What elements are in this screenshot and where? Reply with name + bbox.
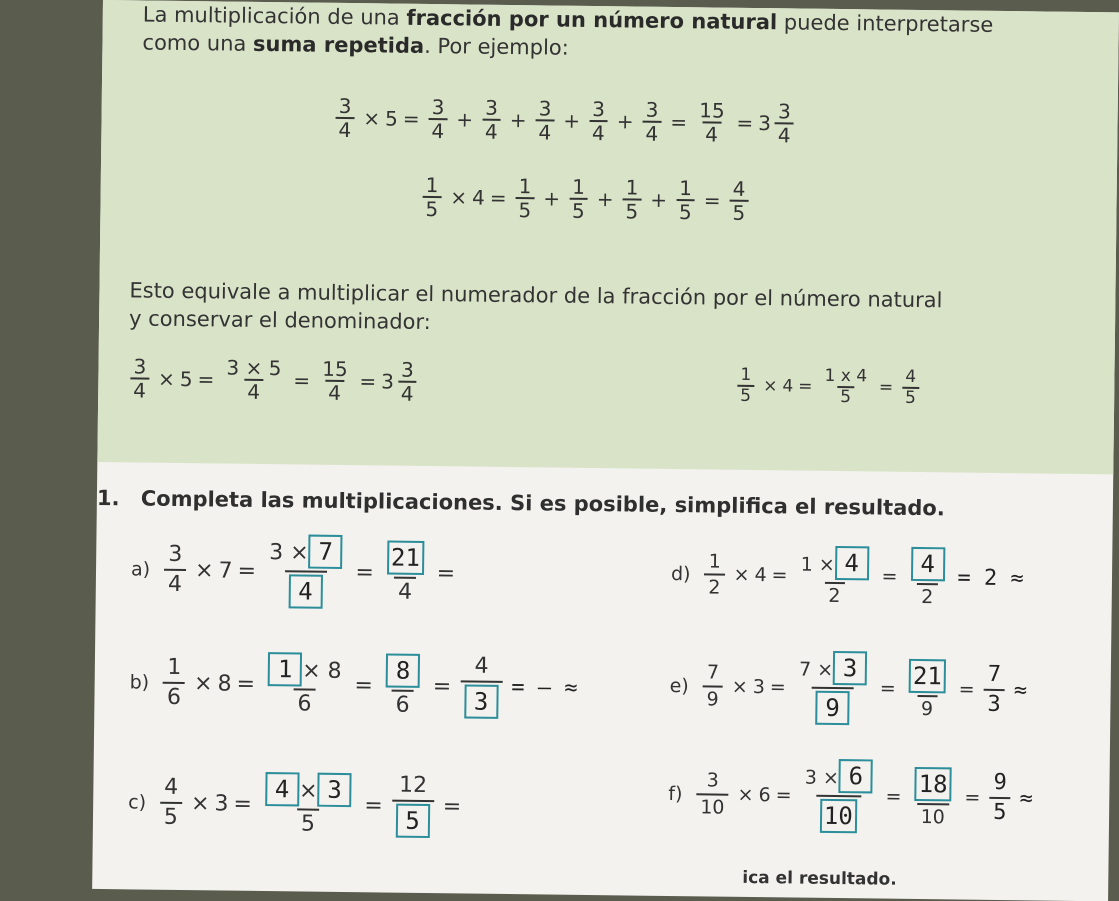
den: 5 bbox=[837, 386, 854, 407]
num: 7 bbox=[706, 661, 720, 684]
den: 2 bbox=[917, 583, 937, 610]
multiplier: 3 bbox=[214, 791, 229, 817]
item-label: b) bbox=[129, 671, 150, 694]
multiplier: 8 bbox=[217, 671, 232, 697]
exercise-number: 1. bbox=[96, 485, 120, 511]
item-label: c) bbox=[128, 791, 147, 814]
item-label: a) bbox=[130, 558, 151, 581]
result-fraction bbox=[391, 772, 434, 841]
intro2-text-end: . Por ejemplo: bbox=[424, 33, 569, 60]
result-fraction bbox=[381, 651, 424, 720]
answer-box[interactable]: 4 bbox=[835, 546, 869, 580]
intro2-text: como una bbox=[142, 30, 254, 56]
den: 4 bbox=[482, 119, 501, 143]
item-label: e) bbox=[669, 674, 689, 698]
equals-sign: = bbox=[798, 376, 813, 397]
equals-sign: = bbox=[436, 560, 456, 586]
equals-sign: = bbox=[236, 671, 256, 697]
num: 1 x 4 bbox=[824, 365, 868, 387]
addend bbox=[535, 97, 554, 143]
addend bbox=[515, 175, 534, 221]
result-fraction bbox=[904, 656, 950, 721]
num: 1 bbox=[425, 172, 439, 198]
equals-sign: = bbox=[878, 377, 894, 398]
multiplier: 5 bbox=[179, 366, 193, 392]
den: 4 bbox=[642, 121, 661, 145]
next-page-fragment: ica el resultado. bbox=[742, 867, 897, 890]
intro-bold: fracción por un número natural bbox=[406, 5, 778, 35]
rule-left-equation bbox=[126, 355, 421, 405]
num: 1 bbox=[572, 174, 586, 199]
den: 4 bbox=[535, 119, 554, 143]
equals-sign: = bbox=[293, 368, 311, 393]
multiplier: 4 bbox=[471, 185, 485, 210]
equals-sign: = bbox=[355, 559, 374, 585]
times-sign: × bbox=[298, 778, 318, 804]
answer-box[interactable]: 3 bbox=[833, 651, 867, 685]
den: 4 bbox=[244, 379, 263, 403]
equals-sign: = bbox=[233, 791, 253, 817]
num: 3 bbox=[133, 354, 147, 379]
equals-sign: = bbox=[879, 677, 896, 700]
num: 15 bbox=[699, 98, 725, 123]
product-fraction bbox=[821, 367, 870, 407]
den: 5 bbox=[729, 200, 748, 224]
times-sign: × bbox=[763, 375, 778, 396]
answer-box[interactable]: 7 bbox=[308, 535, 342, 569]
explanation-line-1: Esto equivale a multiplicar el numerador de la fracción por el número natural bbox=[129, 278, 943, 313]
product-fraction bbox=[264, 532, 346, 611]
addend bbox=[676, 177, 695, 223]
fraction bbox=[422, 174, 441, 220]
den: 5 bbox=[297, 808, 319, 838]
addend bbox=[569, 176, 588, 222]
num: 1 bbox=[518, 174, 532, 199]
plus-sign: + bbox=[456, 107, 474, 132]
num-text: 3 × bbox=[804, 766, 839, 790]
product-fraction bbox=[223, 357, 284, 404]
den: 4 bbox=[775, 122, 794, 146]
times-sign: × bbox=[450, 185, 468, 210]
num bbox=[905, 656, 950, 695]
num: 1 bbox=[167, 654, 182, 680]
result-fraction bbox=[729, 178, 748, 224]
handwritten-mark: ≈ bbox=[1019, 785, 1034, 811]
num bbox=[910, 764, 955, 803]
answer-box[interactable]: 6 bbox=[839, 759, 873, 793]
den: 4 bbox=[130, 377, 149, 401]
num: 3 bbox=[431, 95, 445, 120]
num: 3 bbox=[645, 97, 659, 122]
num: 3 bbox=[338, 93, 352, 119]
exercise-title: Completa las multiplicaciones. Si es posible, simplifica el resultado. bbox=[140, 486, 945, 521]
product-fraction bbox=[796, 544, 873, 610]
num: 3 bbox=[706, 769, 719, 792]
addend bbox=[428, 96, 447, 142]
num: 1 bbox=[708, 549, 721, 573]
den: 6 bbox=[293, 688, 315, 718]
equals-sign: = bbox=[489, 185, 507, 210]
den: 4 bbox=[164, 569, 186, 599]
den: 3 bbox=[983, 689, 1005, 719]
equals-sign: = bbox=[197, 367, 215, 392]
addend bbox=[589, 98, 608, 144]
rule-right-equation bbox=[733, 366, 923, 408]
handwritten-fraction bbox=[989, 769, 1011, 828]
num: 1 bbox=[625, 175, 639, 200]
item-label: f) bbox=[668, 782, 683, 806]
explanation-panel bbox=[97, 0, 1119, 474]
equals-sign: = bbox=[354, 672, 374, 698]
den bbox=[284, 570, 326, 611]
multiplier: 6 bbox=[758, 784, 771, 807]
handwritten-mark: ≈ bbox=[1013, 677, 1028, 703]
num bbox=[801, 757, 878, 796]
equals-sign: = bbox=[769, 676, 786, 699]
num: 4 bbox=[905, 366, 917, 387]
den bbox=[811, 687, 853, 728]
equals-sign: = bbox=[885, 785, 902, 808]
times-sign: × bbox=[363, 106, 381, 131]
equals-sign: = bbox=[703, 188, 721, 213]
den: 9 bbox=[702, 685, 722, 712]
num bbox=[795, 649, 872, 688]
den: 4 bbox=[394, 577, 416, 607]
exercise-item-b bbox=[129, 648, 583, 722]
result-fraction bbox=[382, 538, 428, 607]
plus-sign: + bbox=[509, 107, 527, 133]
num bbox=[264, 650, 346, 689]
equals-sign: = bbox=[964, 786, 981, 809]
den bbox=[391, 800, 433, 841]
addend bbox=[482, 97, 501, 143]
answer-box[interactable]: 21 bbox=[387, 540, 424, 574]
handwritten-fraction bbox=[983, 661, 1005, 720]
fraction bbox=[702, 660, 723, 712]
times-sign: × bbox=[733, 564, 750, 587]
fraction bbox=[163, 654, 186, 713]
addend bbox=[622, 176, 641, 222]
times-sign: × bbox=[194, 557, 214, 583]
den: 5 bbox=[676, 199, 695, 223]
equals-sign: = bbox=[958, 678, 975, 701]
num: 3 bbox=[592, 96, 606, 122]
plus-sign: + bbox=[563, 108, 581, 133]
answer-box[interactable]: 4 bbox=[288, 574, 322, 608]
multiplier: 4 bbox=[754, 564, 767, 587]
den: 4 bbox=[325, 380, 344, 404]
fraction bbox=[737, 366, 754, 406]
fraction bbox=[160, 774, 183, 833]
num: 3 bbox=[538, 96, 552, 121]
simplified-fraction bbox=[460, 652, 503, 721]
equals-sign: = bbox=[736, 110, 754, 135]
num: 9 bbox=[993, 769, 1007, 795]
den: 2 bbox=[704, 574, 724, 601]
den: 5 bbox=[160, 802, 182, 832]
den: 5 bbox=[569, 198, 588, 222]
den: 5 bbox=[622, 198, 641, 222]
exercise-item-a bbox=[131, 530, 461, 612]
fraction bbox=[130, 355, 149, 401]
den: 5 bbox=[737, 384, 754, 405]
num-text: 1 × bbox=[800, 553, 835, 576]
item-label: d) bbox=[670, 563, 691, 586]
handwritten-answer: = – ≈ bbox=[511, 674, 578, 701]
num: 4 bbox=[732, 176, 746, 201]
plus-sign: + bbox=[616, 109, 634, 134]
equals-sign: = bbox=[359, 369, 377, 394]
den: 4 bbox=[335, 117, 354, 141]
times-sign: × bbox=[193, 670, 213, 696]
times-sign: × bbox=[190, 790, 210, 816]
result-fraction bbox=[910, 764, 956, 829]
den: 4 bbox=[398, 381, 417, 405]
num: 4 bbox=[164, 774, 179, 800]
times-sign: × bbox=[157, 366, 176, 391]
den: 5 bbox=[902, 386, 919, 407]
product-fraction bbox=[794, 649, 871, 728]
product-fraction bbox=[800, 757, 877, 836]
den: 9 bbox=[917, 695, 937, 722]
result-fraction bbox=[319, 358, 351, 404]
textbook-page bbox=[92, 0, 1119, 901]
result-fraction bbox=[906, 545, 949, 610]
product-fraction bbox=[261, 770, 356, 839]
den: 6 bbox=[391, 690, 413, 720]
multiplier: 3 bbox=[752, 675, 766, 699]
addend bbox=[642, 99, 661, 145]
den: 2 bbox=[824, 582, 844, 609]
answer-box[interactable]: 8 bbox=[386, 654, 420, 688]
num-text: × 8 bbox=[302, 658, 342, 684]
answer-box[interactable]: 1 bbox=[268, 652, 302, 686]
multiplier: 5 bbox=[384, 106, 398, 131]
multiplier: 4 bbox=[782, 376, 794, 397]
intro-text-end: puede interpretarse bbox=[777, 10, 994, 37]
answer-box[interactable]: 18 bbox=[914, 767, 951, 801]
explanation-line-2: y conservar el denominador: bbox=[128, 306, 431, 335]
num-text: 7 × bbox=[798, 658, 834, 681]
plus-sign: + bbox=[650, 187, 668, 212]
exercise-item-c bbox=[128, 768, 467, 840]
plus-sign: + bbox=[596, 187, 614, 212]
num: 3 × 5 bbox=[226, 355, 282, 381]
num-text: 3 × bbox=[269, 540, 309, 566]
den bbox=[816, 795, 861, 836]
den: 4 bbox=[589, 120, 608, 144]
answer-box[interactable]: 10 bbox=[820, 799, 857, 833]
exercise-item-d bbox=[671, 542, 1030, 611]
exercise-item-e bbox=[669, 647, 1032, 729]
num bbox=[265, 532, 347, 571]
handwritten-answer: = 2 ≈ bbox=[957, 565, 1024, 592]
den: 5 bbox=[515, 197, 534, 221]
answer-box[interactable]: 4 bbox=[910, 547, 944, 581]
num: 3 bbox=[777, 99, 792, 124]
answer-box[interactable]: 3 bbox=[317, 773, 351, 807]
den: 5 bbox=[989, 797, 1011, 827]
fraction bbox=[164, 541, 187, 600]
intro2-bold: suma repetida bbox=[252, 31, 425, 58]
intro-text: La multiplicación de una bbox=[142, 2, 407, 30]
equals-sign: = bbox=[402, 106, 420, 131]
fraction bbox=[696, 768, 729, 820]
num bbox=[796, 544, 873, 583]
exercise-heading bbox=[97, 486, 945, 520]
num bbox=[383, 538, 428, 577]
answer-box[interactable]: 9 bbox=[815, 691, 849, 725]
plus-sign: + bbox=[543, 186, 561, 211]
num: 12 bbox=[398, 772, 428, 799]
multiplier: 7 bbox=[218, 557, 233, 584]
equals-sign: = bbox=[670, 109, 688, 135]
num: 4 bbox=[474, 653, 489, 679]
den: 4 bbox=[702, 121, 721, 145]
equals-sign: = bbox=[432, 673, 452, 699]
den: 10 bbox=[917, 803, 950, 830]
times-sign: × bbox=[737, 783, 754, 807]
num: 7 bbox=[987, 661, 1002, 687]
equals-sign: = bbox=[237, 558, 257, 584]
example-1-equation bbox=[331, 95, 798, 147]
den: 6 bbox=[163, 682, 185, 712]
num bbox=[261, 770, 356, 809]
intro-line-2 bbox=[142, 30, 569, 59]
num: 3 bbox=[168, 541, 183, 567]
times-sign: × bbox=[731, 675, 748, 698]
answer-box[interactable]: 3 bbox=[464, 685, 498, 719]
result-fraction bbox=[696, 99, 728, 145]
answer-box[interactable]: 4 bbox=[265, 772, 299, 806]
num: 3 bbox=[485, 95, 499, 120]
num: 15 bbox=[322, 356, 348, 382]
equals-sign: = bbox=[364, 792, 383, 819]
mixed-whole: 3 bbox=[381, 369, 395, 394]
num bbox=[382, 651, 424, 690]
answer-box[interactable]: 5 bbox=[395, 804, 429, 838]
mixed-fraction bbox=[398, 359, 417, 405]
answer-box[interactable]: 21 bbox=[909, 658, 946, 692]
exercise-item-f bbox=[668, 755, 1038, 838]
den bbox=[460, 681, 502, 722]
example-2-equation bbox=[418, 174, 752, 224]
num bbox=[906, 545, 948, 584]
num: 1 bbox=[679, 176, 693, 201]
den: 4 bbox=[428, 118, 447, 142]
fraction bbox=[335, 95, 354, 141]
product-fraction bbox=[264, 650, 346, 719]
equals-sign: = bbox=[881, 565, 898, 589]
equals-sign: = bbox=[771, 564, 788, 587]
num: 1 bbox=[740, 364, 752, 385]
result-fraction bbox=[902, 368, 919, 408]
equals-sign: = bbox=[775, 784, 792, 807]
mixed-whole: 3 bbox=[758, 111, 772, 136]
mixed-fraction bbox=[775, 100, 794, 146]
num: 3 bbox=[401, 357, 415, 382]
den: 5 bbox=[422, 196, 441, 220]
den: 10 bbox=[696, 793, 729, 820]
fraction bbox=[704, 549, 725, 601]
equals-sign: = bbox=[442, 793, 462, 820]
